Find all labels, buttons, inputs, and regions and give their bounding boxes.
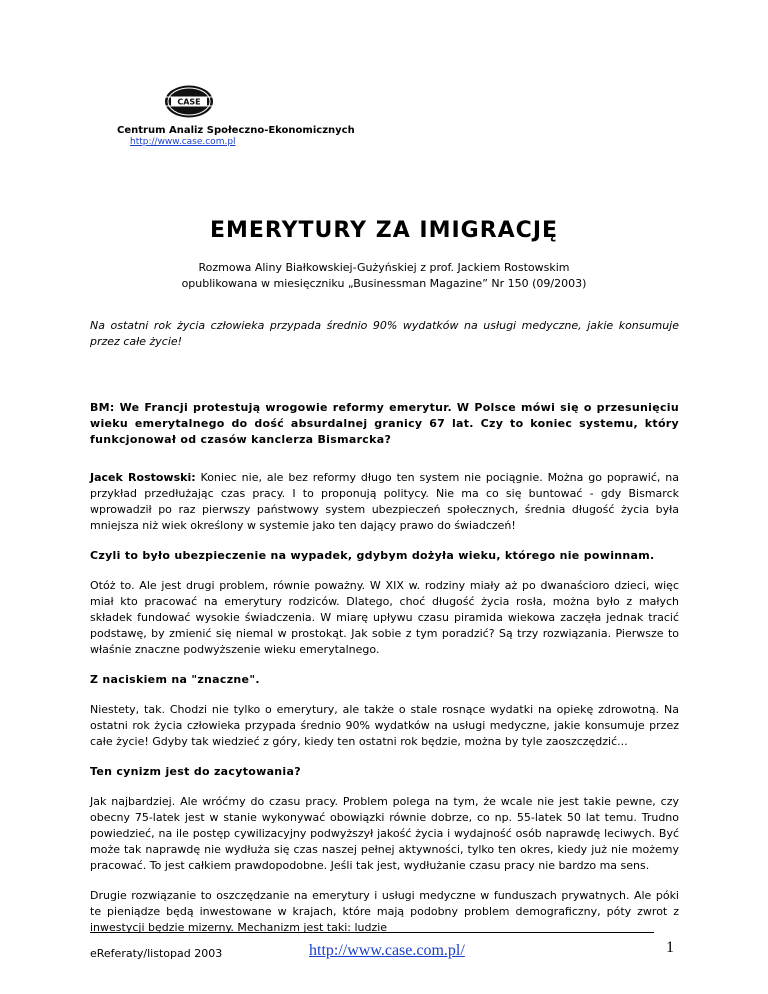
subtitle-line-1: Rozmowa Aliny Białkowskiej-Gużyńskiej z prof. Jackiem Rostowskim <box>198 261 570 274</box>
article-body <box>90 400 679 950</box>
question-1: BM: We Francji protestują wrogowie reformy emerytur. W Polsce mówi się o przesunięciu wieku emerytalnego do dość absurdalnej granicy 67 lat. Czy to koniec systemu, który funkcjonował od czasów kanclerza Bismarcka? <box>90 401 679 446</box>
subtitle-line-2: opublikowana w miesięczniku „Businessman Magazine” Nr 150 (09/2003) <box>181 277 587 290</box>
question-2: Czyli to było ubezpieczenie na wypadek, gdybym dożyła wieku, którego nie powinnam. <box>90 549 655 562</box>
answer-3: Niestety, tak. Chodzi nie tylko o emerytury, ale także o stale rosnące wydatki na opiekę zdrowotną. Na ostatni rok życia człowieka przypada średnio 90% wydatków na usługi medyczne, jakie konsumuje przez całe życie! Gdyby tak wiedzieć z góry, kiedy ten ostatni rok będzie, można by tyle zaoszczędzić... <box>90 703 679 748</box>
subtitle <box>0 260 768 292</box>
institution-link[interactable]: http://www.case.com.pl <box>130 137 236 147</box>
answer-4: Jak najbardziej. Ale wróćmy do czasu pracy. Problem polega na tym, że wcale nie jest takie pewne, czy obecny 75-latek jest w stanie wykonywać obowiązki równie dobrze, co np. 55-latek 50 lat temu. Trudno powiedzieć, na ile postęp cywilizacyjny podwyższył jakość życia i wydajność osób naprawdę leciwych. Być może tak naprawdę nie wydłuża się czas naszej pełnej aktywności, tylko ten okres, kiedy już nie możemy pracować. To jest całkiem prawdopodobne. Jeśli tak jest, wydłużanie czasu pracy nie bardzo ma sens. <box>90 795 679 872</box>
case-logo <box>163 84 215 119</box>
page-title: EMERYTURY ZA IMIGRACJĘ <box>209 218 559 243</box>
footer-divider <box>90 932 654 933</box>
answer-1-text: Koniec nie, ale bez reformy długo ten system nie pociągnie. Można go poprawić, na przykład przedłużając czas pracy. I to proponują politycy. Nie ma co się buntować - gdy Bismarck wprowadził po raz pierwszy państwowy system ubezpieczeń społecznych, średnia długość życia była mniejsza niż wiek określony w systemie jako ten dający prawo do świadczeń! <box>90 471 680 532</box>
footer-link[interactable]: http://www.case.com.pl/ <box>309 942 465 959</box>
logo-text: CASE <box>177 97 201 107</box>
answer-5: Drugie rozwiązanie to oszczędzanie na emerytury i usługi medyczne w funduszach prywatnych. Ale póki te pieniądze będą inwestowane w krajach, które mają podobny problem demograficzny, póty zwrot z inwestycji będzie mizerny. Mechanizm jest taki: ludzie <box>90 889 679 934</box>
page-number: 1 <box>666 939 674 956</box>
footer-source: eReferaty/listopad 2003 <box>90 947 223 960</box>
question-3: Z naciskiem na "znaczne". <box>90 673 260 686</box>
lead-quote: Na ostatni rok życia człowieka przypada średnio 90% wydatków na usługi medyczne, jakie konsumuje przez całe życie! <box>90 319 679 348</box>
question-4: Ten cynizm jest do zacytowania? <box>90 765 301 778</box>
institution-name: Centrum Analiz Społeczno-Ekonomicznych <box>117 125 355 136</box>
answer-1 <box>90 470 679 534</box>
answer-2: Otóż to. Ale jest drugi problem, równie poważny. W XIX w. rodziny miały aż po dwanaścioro dzieci, więc miał kto pracować na emerytury rodziców. Dlatego, choć długość życia rosła, można było z małych składek fundować wysokie świadczenia. W miarę upływu czasu piramida wiekowa zaczęła jednak tracić podstawę, by zmienić się niemal w prostokąt. Jak sobie z tym poradzić? Są trzy rozwiązania. Pierwsze to właśnie znaczne podwyższenie wieku emerytalnego. <box>90 579 679 656</box>
speaker-name: Jacek Rostowski: <box>90 471 196 484</box>
case-logo-icon <box>163 84 215 119</box>
